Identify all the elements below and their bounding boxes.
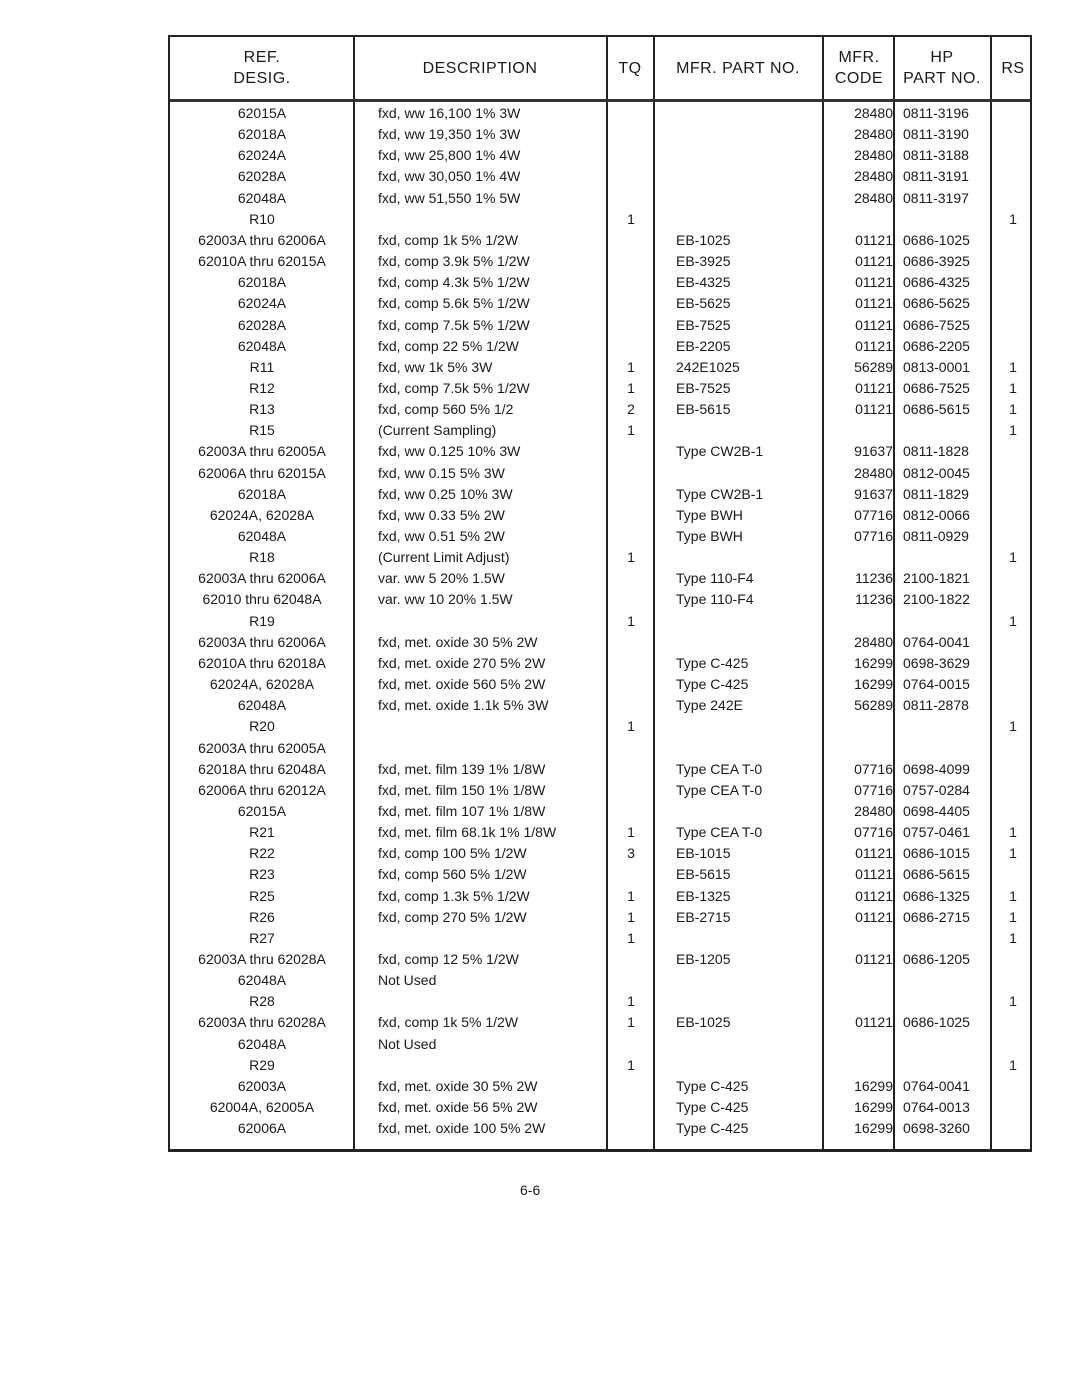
cell-hp-part-no: 0686-5615 [903, 866, 970, 883]
table-row [170, 188, 1030, 209]
table-row [170, 738, 1030, 759]
cell-description: fxd, comp 4.3k 5% 1/2W [378, 274, 530, 291]
table-row [170, 251, 1030, 272]
cell-ref-desig: 62048A [237, 697, 287, 714]
cell-mfr-code: 56289 [854, 697, 893, 714]
table-row [170, 209, 1030, 230]
cell-description: fxd, met. oxide 30 5% 2W [378, 633, 538, 650]
cell-ref-desig: 62004A, 62005A [209, 1099, 315, 1116]
cell-rs: 1 [1009, 358, 1017, 375]
table-row [170, 632, 1030, 653]
table-row [170, 526, 1030, 547]
cell-tq: 2 [627, 401, 635, 418]
cell-description: fxd, ww 0.15 5% 3W [378, 464, 505, 481]
cell-description: fxd, met. oxide 30 5% 2W [378, 1077, 538, 1094]
cell-mfr-code: 11236 [855, 591, 893, 608]
cell-rs: 1 [1009, 718, 1017, 735]
cell-description: fxd, ww 1k 5% 3W [378, 358, 493, 375]
table-row [170, 1097, 1030, 1118]
cell-mfr-code: 01121 [855, 295, 893, 312]
header-mfr-part [654, 37, 822, 99]
table-row [170, 589, 1030, 610]
cell-mfr-code: 28480 [854, 189, 893, 206]
table-row [170, 145, 1030, 166]
cell-hp-part-no: 0698-4405 [903, 802, 970, 819]
cell-tq: 1 [627, 612, 635, 629]
cell-hp-part-no: 0686-1015 [903, 845, 970, 862]
cell-mfr-code: 16299 [854, 676, 893, 693]
cell-description: fxd, met. film 139 1% 1/8W [378, 760, 546, 777]
cell-hp-part-no: 0686-5615 [903, 401, 970, 418]
cell-mfr-part-no: Type BWH [676, 506, 743, 523]
table-row [170, 1076, 1030, 1097]
cell-rs: 1 [1009, 929, 1017, 946]
cell-mfr-part-no: EB-1025 [676, 231, 731, 248]
cell-hp-part-no: 0686-2205 [903, 337, 970, 354]
cell-hp-part-no: 0686-1205 [903, 951, 970, 967]
cell-mfr-part-no: EB-1325 [676, 887, 731, 904]
cell-tq: 3 [627, 845, 635, 862]
cell-tq: 1 [627, 824, 635, 841]
cell-hp-part-no: 0686-1025 [903, 231, 970, 248]
cell-tq: 1 [627, 718, 635, 735]
cell-mfr-part-no: EB-5625 [676, 295, 731, 312]
cell-ref-desig: 62010 thru 62048A [202, 591, 322, 608]
cell-ref-desig: 62048A [237, 528, 287, 544]
cell-mfr-part-no: EB-2715 [676, 908, 731, 925]
cell-ref-desig: 62003A thru 62006A [198, 231, 326, 248]
header-ref-desig [170, 37, 354, 99]
table-row [170, 695, 1030, 716]
cell-mfr-code: 01121 [855, 866, 893, 883]
cell-description: fxd, comp 270 5% 1/2W [378, 908, 527, 925]
cell-ref-desig: 62024A, 62028A [209, 676, 315, 693]
cell-mfr-part-no: Type CEA T-0 [676, 824, 763, 841]
cell-rs: 1 [1009, 824, 1017, 841]
cell-description: Not Used [378, 972, 437, 989]
header-code-line1: MFR. [838, 49, 880, 66]
cell-hp-part-no: 0811-3196 [903, 105, 969, 121]
cell-ref-desig: 62028A [237, 316, 287, 333]
header-mfr-code [824, 37, 894, 99]
cell-rs: 1 [1009, 379, 1017, 396]
cell-ref-desig: 62048A [237, 337, 287, 354]
cell-mfr-code: 16299 [854, 1077, 893, 1094]
table-row [170, 420, 1030, 441]
cell-ref-desig: 62006A [237, 1120, 287, 1137]
cell-ref-desig: R23 [249, 866, 275, 883]
cell-ref-desig: 62003A thru 62028A [198, 951, 326, 967]
cell-description: fxd, ww 19,350 1% 3W [378, 126, 521, 143]
cell-mfr-part-no: Type CW2B-1 [676, 443, 764, 460]
cell-mfr-part-no: Type CEA T-0 [676, 760, 763, 777]
cell-description: fxd, comp 5.6k 5% 1/2W [378, 295, 530, 312]
cell-ref-desig: 62048A [237, 972, 287, 989]
table-row [170, 357, 1030, 378]
cell-mfr-code: 01121 [855, 274, 893, 291]
cell-description: fxd, met. film 68.1k 1% 1/8W [378, 824, 557, 841]
cell-ref-desig: 62010A thru 62015A [198, 253, 326, 270]
cell-mfr-code: 91637 [854, 443, 893, 460]
cell-ref-desig: 62024A [237, 147, 287, 164]
table-row [170, 801, 1030, 822]
cell-hp-part-no: 0811-3190 [903, 126, 969, 143]
cell-hp-part-no: 0764-0041 [903, 1077, 970, 1094]
table-row [170, 716, 1030, 737]
cell-description: (Current Sampling) [378, 422, 497, 439]
cell-description: fxd, met. oxide 1.1k 5% 3W [378, 697, 549, 714]
cell-ref-desig: 62003A [237, 1077, 287, 1094]
cell-ref-desig: R27 [249, 929, 275, 946]
cell-description: fxd, comp 1k 5% 1/2W [378, 231, 519, 248]
cell-ref-desig: 62018A [237, 274, 287, 291]
cell-tq: 1 [627, 887, 635, 904]
cell-description: fxd, comp 7.5k 5% 1/2W [378, 379, 530, 396]
cell-hp-part-no: 0811-2878 [903, 697, 969, 714]
cell-rs: 1 [1009, 549, 1017, 566]
cell-ref-desig: R29 [249, 1056, 275, 1073]
cell-mfr-code: 16299 [854, 1099, 893, 1116]
cell-mfr-part-no: Type C-425 [676, 654, 749, 671]
table-row [170, 970, 1030, 991]
cell-description: var. ww 5 20% 1.5W [378, 570, 505, 587]
table-row [170, 1118, 1030, 1139]
cell-mfr-part-no: EB-1015 [676, 845, 731, 862]
cell-hp-part-no: 0686-1025 [903, 1014, 970, 1031]
cell-hp-part-no: 0812-0045 [903, 464, 970, 481]
cell-mfr-part-no: Type CEA T-0 [676, 781, 763, 798]
cell-rs: 1 [1009, 887, 1017, 904]
header-ref-line1: REF. [243, 49, 281, 66]
table-row [170, 463, 1030, 484]
cell-ref-desig: 62010A thru 62018A [198, 654, 326, 671]
cell-description: fxd, comp 100 5% 1/2W [378, 845, 527, 862]
cell-hp-part-no: 0764-0013 [903, 1099, 970, 1116]
header-tq [606, 37, 654, 99]
cell-ref-desig: 62048A [237, 1035, 287, 1052]
cell-tq: 1 [627, 1014, 635, 1031]
cell-description: (Current Limit Adjust) [378, 549, 510, 566]
cell-tq: 1 [627, 929, 635, 946]
cell-mfr-part-no: Type 110-F4 [676, 570, 754, 587]
table-row [170, 991, 1030, 1012]
cell-hp-part-no: 0686-4325 [903, 274, 970, 291]
cell-hp-part-no: 0686-5625 [903, 295, 970, 312]
header-description [354, 37, 606, 99]
cell-hp-part-no: 0757-0284 [903, 781, 970, 798]
cell-mfr-code: 01121 [855, 253, 893, 270]
cell-hp-part-no: 0811-0929 [903, 528, 969, 544]
cell-mfr-part-no: EB-5615 [676, 866, 731, 883]
cell-description: fxd, comp 1.3k 5% 1/2W [378, 887, 530, 904]
table-row [170, 1034, 1030, 1055]
table-row [170, 780, 1030, 801]
cell-mfr-code: 28480 [854, 802, 893, 819]
cell-mfr-part-no: EB-1205 [676, 951, 731, 967]
table-row [170, 441, 1030, 462]
cell-mfr-part-no: EB-1025 [676, 1014, 731, 1031]
cell-hp-part-no: 0811-1829 [903, 485, 969, 502]
cell-ref-desig: R13 [249, 401, 275, 418]
table-row [170, 272, 1030, 293]
cell-ref-desig: 62003A thru 62006A [198, 633, 326, 650]
table-row [170, 547, 1030, 568]
cell-rs: 1 [1009, 210, 1017, 227]
cell-ref-desig: 62003A thru 62005A [198, 443, 326, 460]
cell-description: fxd, ww 0.51 5% 2W [378, 528, 505, 544]
header-hp-line2: PART NO. [903, 70, 981, 87]
cell-description: fxd, ww 0.33 5% 2W [378, 506, 505, 523]
cell-ref-desig: 62003A thru 62006A [198, 570, 326, 587]
cell-hp-part-no: 0813-0001 [903, 358, 970, 375]
table-row [170, 505, 1030, 526]
header-code-line2: CODE [834, 70, 884, 87]
cell-ref-desig: R28 [249, 993, 275, 1010]
header-ref-line2: DESIG. [233, 70, 291, 87]
cell-mfr-code: 01121 [855, 1014, 893, 1031]
cell-mfr-code: 01121 [855, 951, 893, 967]
cell-rs: 1 [1009, 845, 1017, 862]
cell-rs: 1 [1009, 401, 1017, 418]
cell-mfr-part-no: Type C-425 [676, 676, 749, 693]
cell-description: fxd, met. oxide 270 5% 2W [378, 654, 546, 671]
table-row [170, 378, 1030, 399]
cell-tq: 1 [627, 1056, 635, 1073]
cell-ref-desig: R26 [249, 908, 275, 925]
cell-mfr-part-no: EB-7525 [676, 316, 731, 333]
table-row [170, 864, 1030, 885]
cell-ref-desig: R10 [249, 210, 275, 227]
cell-tq: 1 [627, 210, 635, 227]
cell-description: fxd, comp 560 5% 1/2W [378, 866, 527, 883]
cell-mfr-part-no: 242E1025 [676, 358, 740, 375]
cell-mfr-part-no: EB-2205 [676, 337, 731, 354]
header-description-label: DESCRIPTION [422, 59, 538, 77]
cell-description: var. ww 10 20% 1.5W [378, 591, 513, 608]
cell-hp-part-no: 0812-0066 [903, 506, 970, 523]
cell-ref-desig: 62003A thru 62028A [198, 1014, 326, 1031]
header-rs-label: RS [1001, 59, 1025, 77]
cell-hp-part-no: 0764-0015 [903, 676, 970, 693]
cell-hp-part-no: 0686-7525 [903, 316, 970, 333]
cell-ref-desig: R21 [249, 824, 275, 841]
cell-ref-desig: 62015A [237, 802, 287, 819]
cell-rs: 1 [1009, 993, 1017, 1010]
header-tq-label: TQ [618, 59, 642, 77]
cell-description: Not Used [378, 1035, 437, 1052]
table-row [170, 886, 1030, 907]
cell-mfr-code: 01121 [855, 337, 893, 354]
cell-mfr-code: 28480 [854, 633, 893, 650]
cell-description: fxd, ww 16,100 1% 3W [378, 105, 521, 121]
table-row [170, 399, 1030, 420]
cell-mfr-part-no: Type C-425 [676, 1120, 749, 1137]
table-header [170, 37, 1030, 102]
cell-tq: 1 [627, 993, 635, 1010]
header-mfr-part-label: MFR. PART NO. [676, 59, 800, 77]
cell-mfr-code: 28480 [854, 147, 893, 164]
cell-ref-desig: R12 [249, 379, 275, 396]
cell-tq: 1 [627, 379, 635, 396]
table-row [170, 653, 1030, 674]
cell-hp-part-no: 0757-0461 [903, 824, 970, 841]
cell-ref-desig: R19 [249, 612, 275, 629]
cell-hp-part-no: 0811-3197 [903, 189, 969, 206]
cell-description: fxd, comp 7.5k 5% 1/2W [378, 316, 530, 333]
cell-mfr-part-no: EB-5615 [676, 401, 731, 418]
cell-hp-part-no: 2100-1822 [903, 591, 970, 608]
header-rs [992, 37, 1034, 99]
cell-description: fxd, met. oxide 100 5% 2W [378, 1120, 546, 1137]
cell-tq: 1 [627, 422, 635, 439]
table-row [170, 124, 1030, 145]
cell-mfr-part-no: Type 110-F4 [676, 591, 754, 608]
table-row [170, 611, 1030, 632]
cell-mfr-code: 01121 [855, 887, 893, 904]
cell-tq: 1 [627, 358, 635, 375]
cell-rs: 1 [1009, 422, 1017, 439]
cell-description: fxd, ww 0.25 10% 3W [378, 485, 513, 502]
cell-description: fxd, met. oxide 56 5% 2W [378, 1099, 538, 1116]
cell-mfr-code: 01121 [855, 845, 893, 862]
cell-hp-part-no: 0811-3188 [903, 147, 969, 164]
cell-hp-part-no: 0686-7525 [903, 379, 970, 396]
cell-description: fxd, comp 1k 5% 1/2W [378, 1014, 519, 1031]
cell-description: fxd, comp 560 5% 1/2 [378, 401, 514, 418]
cell-description: fxd, comp 12 5% 1/2W [378, 951, 519, 967]
cell-mfr-code: 01121 [855, 231, 893, 248]
cell-mfr-code: 07716 [854, 528, 893, 544]
cell-ref-desig: 62003A thru 62005A [198, 739, 326, 756]
header-hp-line1: HP [930, 49, 954, 66]
cell-mfr-code: 07716 [854, 781, 893, 798]
cell-ref-desig: 62018A thru 62048A [198, 760, 326, 777]
cell-description: fxd, ww 25,800 1% 4W [378, 147, 521, 164]
cell-ref-desig: 62024A, 62028A [209, 506, 315, 523]
cell-ref-desig: R18 [249, 549, 275, 566]
cell-description: fxd, met. oxide 560 5% 2W [378, 676, 546, 693]
cell-ref-desig: R25 [249, 887, 275, 904]
cell-mfr-code: 11236 [855, 570, 893, 587]
cell-rs: 1 [1009, 612, 1017, 629]
table-row [170, 1055, 1030, 1076]
cell-mfr-code: 16299 [854, 654, 893, 671]
table-row [170, 949, 1030, 970]
cell-hp-part-no: 0811-3191 [903, 168, 969, 185]
table-row [170, 484, 1030, 505]
cell-mfr-part-no: Type 242E [676, 697, 743, 714]
cell-mfr-code: 28480 [854, 126, 893, 143]
cell-ref-desig: 62018A [237, 485, 287, 502]
table-row [170, 822, 1030, 843]
cell-mfr-part-no: EB-3925 [676, 253, 731, 270]
cell-mfr-code: 01121 [855, 908, 893, 925]
cell-description: fxd, met. film 107 1% 1/8W [378, 802, 546, 819]
cell-mfr-part-no: Type C-425 [676, 1099, 749, 1116]
cell-hp-part-no: 0698-4099 [903, 760, 970, 777]
cell-ref-desig: 62006A thru 62012A [198, 781, 326, 798]
cell-hp-part-no: 0686-3925 [903, 253, 970, 270]
table-row [170, 674, 1030, 695]
cell-mfr-code: 91637 [854, 485, 893, 502]
cell-hp-part-no: 0686-2715 [903, 908, 970, 925]
cell-mfr-code: 01121 [855, 401, 893, 418]
cell-ref-desig: R20 [249, 718, 275, 735]
table-row [170, 315, 1030, 336]
cell-hp-part-no: 0698-3260 [903, 1120, 970, 1137]
table-row [170, 928, 1030, 949]
cell-ref-desig: 62015A [237, 105, 287, 121]
table-row [170, 843, 1030, 864]
cell-ref-desig: 62048A [237, 189, 287, 206]
cell-ref-desig: 62028A [237, 168, 287, 185]
cell-hp-part-no: 0811-1828 [903, 443, 969, 460]
cell-mfr-code: 28480 [854, 168, 893, 185]
cell-mfr-code: 01121 [855, 379, 893, 396]
cell-ref-desig: 62006A thru 62015A [198, 464, 326, 481]
cell-mfr-code: 07716 [854, 760, 893, 777]
cell-mfr-part-no: EB-7525 [676, 379, 731, 396]
cell-mfr-part-no: Type CW2B-1 [676, 485, 764, 502]
cell-mfr-code: 16299 [854, 1120, 893, 1137]
table-row [170, 1012, 1030, 1033]
cell-ref-desig: R22 [249, 845, 275, 862]
cell-ref-desig: 62018A [237, 126, 287, 143]
parts-table [168, 35, 1032, 1152]
cell-hp-part-no: 2100-1821 [903, 570, 970, 587]
cell-description: fxd, ww 30,050 1% 4W [378, 168, 521, 185]
cell-description: fxd, comp 3.9k 5% 1/2W [378, 253, 530, 270]
cell-mfr-code: 56289 [854, 358, 893, 375]
cell-mfr-code: 07716 [854, 506, 893, 523]
cell-mfr-code: 01121 [855, 316, 893, 333]
cell-ref-desig: 62024A [237, 295, 287, 312]
cell-description: fxd, ww 0.125 10% 3W [378, 443, 521, 460]
cell-rs: 1 [1009, 908, 1017, 925]
table-row [170, 907, 1030, 928]
cell-mfr-code: 28480 [854, 464, 893, 481]
cell-tq: 1 [627, 549, 635, 566]
cell-hp-part-no: 0686-1325 [903, 887, 970, 904]
cell-rs: 1 [1009, 1056, 1017, 1073]
cell-mfr-part-no: Type C-425 [676, 1077, 749, 1094]
table-row [170, 166, 1030, 187]
cell-description: fxd, comp 22 5% 1/2W [378, 337, 519, 354]
table-row [170, 568, 1030, 589]
cell-description: fxd, ww 51,550 1% 5W [378, 189, 521, 206]
cell-description: fxd, met. film 150 1% 1/8W [378, 781, 546, 798]
table-row [170, 230, 1030, 251]
header-hp-part [894, 37, 990, 99]
cell-hp-part-no: 0698-3629 [903, 654, 970, 671]
cell-ref-desig: R15 [249, 422, 275, 439]
cell-ref-desig: R11 [249, 358, 275, 375]
table-row [170, 759, 1030, 780]
cell-hp-part-no: 0764-0041 [903, 633, 970, 650]
table-row [170, 103, 1030, 124]
table-row [170, 293, 1030, 314]
cell-mfr-code: 28480 [854, 105, 893, 121]
table-row [170, 336, 1030, 357]
cell-tq: 1 [627, 908, 635, 925]
cell-mfr-part-no: Type BWH [676, 528, 743, 544]
page-number: 6-6 [520, 1182, 541, 1198]
cell-mfr-part-no: EB-4325 [676, 274, 731, 291]
cell-mfr-code: 07716 [854, 824, 893, 841]
